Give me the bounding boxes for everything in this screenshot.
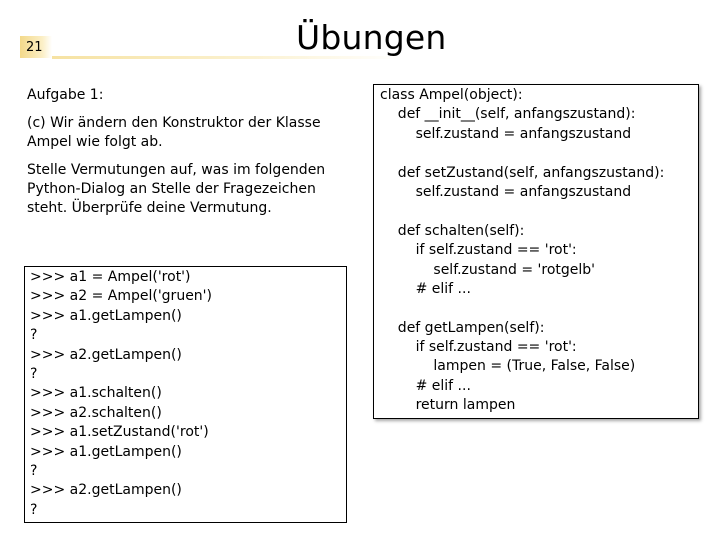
dialog-line: ? — [30, 463, 38, 480]
code-line: self.zustand = anfangszustand — [380, 183, 632, 200]
dialog-line: >>> a2.schalten() — [30, 404, 162, 421]
code-line: class Ampel(object): — [380, 87, 523, 103]
code-line: # elif ... — [380, 280, 471, 297]
task-label: Aufgabe 1: — [27, 87, 104, 103]
dialog-line: ? — [30, 501, 38, 518]
code-line — [380, 144, 698, 163]
page-title: Übungen — [296, 18, 447, 57]
task-instructions: Stelle Vermutungen auf, was im folgenden Python-Dialog an Stelle der Fragezeichen steht. Überprüfe deine Vermutung. — [27, 162, 326, 216]
code-line: lampen = (True, False, False) — [380, 358, 636, 375]
class-code-box — [373, 84, 699, 419]
dialog-line: >>> a1.setZustand('rot') — [30, 424, 209, 441]
dialog-line: >>> a1 = Ampel('rot') — [30, 269, 191, 285]
code-line: def schalten(self): — [380, 222, 525, 239]
dialog-line: >>> a1.getLampen() — [30, 307, 182, 324]
dialog-line: >>> a2.getLampen() — [30, 346, 182, 363]
code-line: def __init__(self, anfangszustand): — [380, 106, 636, 123]
code-line — [380, 299, 698, 318]
dialog-line: >>> a2 = Ampel('gruen') — [30, 288, 212, 305]
dialog-line: ? — [30, 366, 38, 383]
code-line: self.zustand = anfangszustand — [380, 125, 632, 142]
code-line: if self.zustand == 'rot': — [380, 339, 577, 356]
dialog-line: >>> a2.getLampen() — [30, 482, 182, 499]
code-line: def setZustand(self, anfangszustand): — [380, 164, 665, 181]
code-line: def getLampen(self): — [380, 319, 545, 336]
code-line — [380, 202, 698, 221]
code-line: return lampen — [380, 397, 516, 414]
dialog-line: ? — [30, 327, 38, 344]
python-dialog-box — [24, 266, 347, 523]
task-description: (c) Wir ändern den Konstruktor der Klasse Ampel wie folgt ab. — [27, 115, 321, 150]
dialog-line: >>> a1.getLampen() — [30, 443, 182, 460]
dialog-line: >>> a1.schalten() — [30, 385, 162, 402]
code-line: # elif ... — [380, 377, 471, 394]
code-line: self.zustand = 'rotgelb' — [380, 261, 596, 278]
code-line: if self.zustand == 'rot': — [380, 242, 577, 259]
slide-number: 21 — [26, 40, 43, 55]
